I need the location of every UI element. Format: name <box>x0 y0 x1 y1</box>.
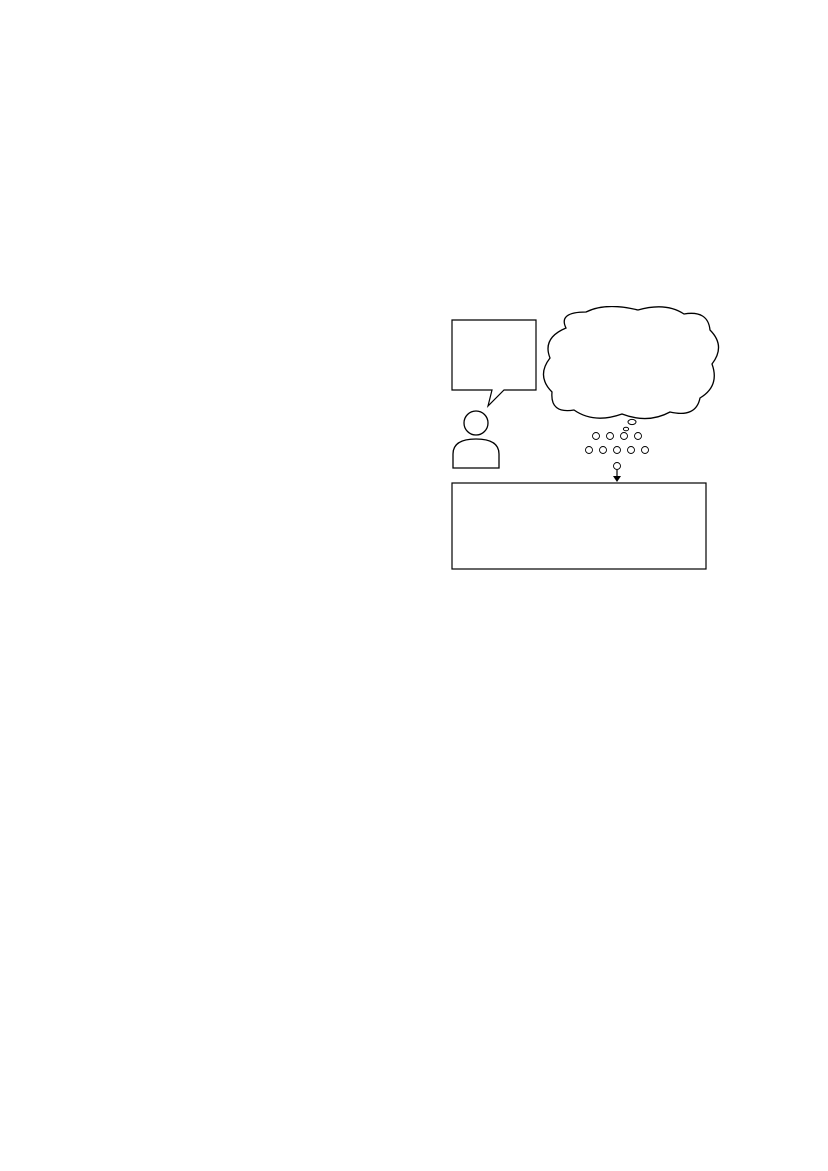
user-icon <box>453 411 499 468</box>
author-block <box>0 166 828 185</box>
left-column-body <box>101 765 406 767</box>
question-bubble <box>452 320 536 406</box>
right-column-body <box>426 722 732 724</box>
figure-1 <box>426 306 732 574</box>
section-heading <box>101 735 115 752</box>
author-names <box>0 166 828 185</box>
neural-network-icon <box>586 433 649 470</box>
arrow-head <box>613 476 621 482</box>
